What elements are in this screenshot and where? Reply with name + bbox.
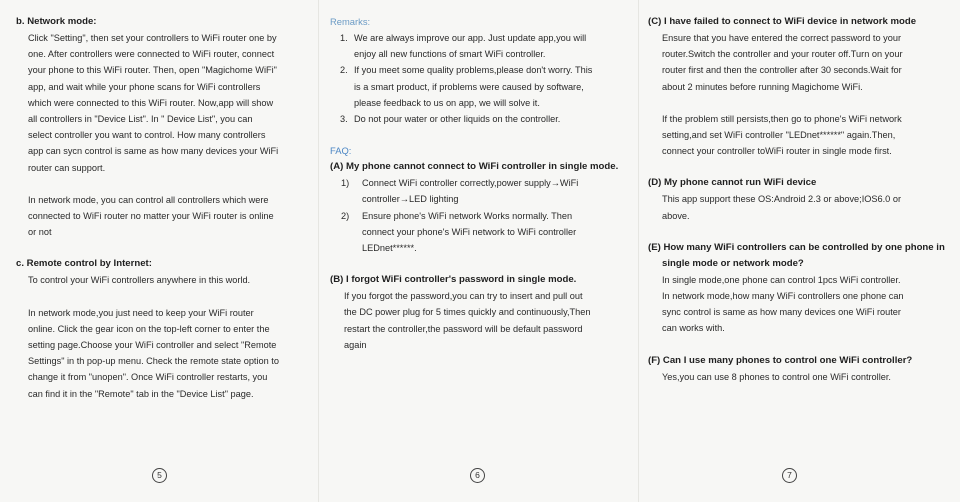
text-line: above. (662, 210, 690, 221)
text-line: Connect WiFi controller correctly,power supply→WiFi (362, 178, 579, 189)
question-b-title: (B) I forgot WiFi controller's password in single mode. (330, 274, 577, 286)
question-a-list (330, 175, 624, 256)
page-number: 7 (782, 468, 797, 483)
text-line: Settings" in th pop-up menu. Check the remote state option to (28, 356, 279, 367)
text-line: app can sycn control is same as how many devices your WiFi (28, 146, 279, 157)
text-line: sync control is same as how many devices one WiFi router (662, 307, 901, 318)
text-line: or not (28, 227, 52, 238)
text-line: controller→LED lighting (362, 194, 459, 205)
text-line: Click "Setting", then set your controllers to WiFi router one by (28, 33, 277, 43)
text-line: setting,and set WiFi controller "LEDnet******" again.Then, (662, 130, 896, 141)
question-c-title: (C) I have failed to connect to WiFi device in network mode (648, 16, 917, 27)
question-e-title (648, 240, 946, 272)
text-line: connect your phone's WiFi network to WiFi controller (362, 226, 577, 237)
question-d-answer (648, 191, 946, 223)
text-line: can find it in the "Remote" tab in the "Device List" page. (28, 388, 254, 399)
spacer (648, 337, 946, 353)
text-line: If you meet some quality problems,please don't worry. This (354, 65, 593, 76)
text-line: online. Click the gear icon on the top-left corner to enter the (28, 323, 270, 334)
item-number: 3. (340, 114, 348, 125)
spacer (648, 159, 946, 175)
text-line: To control your WiFi controllers anywhere in this world. (28, 275, 251, 286)
text-line: app, and wait while your phone scans for WiFi controllers (28, 81, 261, 92)
text-line: again (344, 339, 367, 350)
question-f-answer (648, 369, 946, 385)
text-line: select controller you want to control. How many controllers (28, 130, 266, 141)
text-line: In single mode,one phone can control 1pcs WiFi controller. (662, 274, 901, 285)
text-line: setting page.Choose your WiFi controller and select "Remote (28, 340, 277, 351)
page-6 (318, 0, 638, 502)
text-line: In network mode,how many WiFi controllers one phone can (662, 291, 904, 302)
text-line: all controllers in "Device List". In " Device List", you can (28, 114, 253, 125)
text-line: router first and then the controller after 30 seconds.Wait for (662, 65, 902, 76)
text-line: your phone to this WiFi router. Then, open "Magichome WiFi" (28, 65, 277, 76)
item-number: 1) (341, 178, 350, 189)
question-d-title: (D) My phone cannot run WiFi device (648, 177, 817, 189)
text-line: enjoy all new functions of smart WiFi controller. (354, 49, 546, 60)
question-a-title: (A) My phone cannot connect to WiFi controller in single mode. (330, 161, 619, 173)
item-number: 2. (340, 65, 348, 76)
question-c-answer-2 (648, 111, 946, 160)
text-line: We are always improve our app. Just update app,you will (354, 33, 587, 43)
text-line: can works with. (662, 323, 725, 334)
page-7 (638, 0, 960, 502)
spacer (16, 289, 304, 305)
item-number: 1. (340, 33, 348, 43)
text-line: connect your controller toWiFi router in single mode first. (662, 146, 892, 157)
item-number: 2) (341, 210, 350, 221)
section-c-title: c. Remote control by Internet: (16, 258, 152, 270)
spacer (330, 256, 624, 272)
text-line: change it from "unopen". Once WiFi controller restarts, you (28, 372, 268, 383)
text-line: about 2 minutes before running Magichome WiFi. (662, 81, 863, 92)
text-line: restart the controller,the password will be default password (344, 323, 583, 334)
page-5 (0, 0, 318, 502)
remarks-list (330, 30, 624, 127)
text-line: router can support. (28, 162, 106, 173)
section-b-paragraph-2 (16, 192, 304, 241)
text-line: If you forgot the password,you can try to insert and pull out (344, 291, 583, 302)
list-item (330, 208, 624, 257)
list-item (330, 30, 624, 62)
section-c-paragraph-2 (16, 305, 304, 402)
spacer (648, 95, 946, 111)
spacer (648, 224, 946, 240)
spacer (16, 176, 304, 192)
text-line: LEDnet******. (362, 243, 417, 254)
text-line: Do not pour water or other liquids on the controller. (354, 114, 561, 125)
text-line: This app support these OS:Android 2.3 or above;IOS6.0 or (662, 194, 902, 205)
text-line: In network mode, you can control all controllers which were (28, 194, 269, 205)
question-f-title: (F) Can I use many phones to control one WiFi controller? (648, 354, 913, 366)
text-line: is a smart product, if problems were caused by software, (354, 81, 584, 92)
text-line: Ensure that you have entered the correct password to your (662, 33, 902, 43)
section-b-title: b. Network mode: (16, 16, 97, 27)
question-c-answer-1 (648, 30, 946, 95)
text-line: the DC power plug for 5 times quickly and continuously,Then (344, 307, 591, 318)
list-item (330, 62, 624, 111)
text-line: If the problem still persists,then go to phone's WiFi network (662, 113, 902, 124)
text-line: connected to WiFi router no matter your WiFi router is online (28, 211, 274, 222)
text-line: Ensure phone's WiFi network Works normally. Then (362, 210, 573, 221)
spacer (330, 127, 624, 143)
page-number: 6 (470, 468, 485, 483)
question-e-answer (648, 272, 946, 337)
text-line: one. After controllers were connected to WiFi router, connect (28, 49, 275, 60)
text-line: Yes,you can use 8 phones to control one WiFi controller. (662, 371, 891, 382)
question-b-answer (330, 288, 624, 353)
list-item (330, 111, 624, 127)
text-line: router.Switch the controller and your router off.Turn on your (662, 49, 903, 60)
text-line: which were connected to this WiFi router. Now,app will show (28, 97, 274, 108)
remarks-title: Remarks: (330, 16, 371, 27)
text-line: please feedback to us on app, we will solve it. (354, 97, 540, 108)
faq-title: FAQ: (330, 145, 352, 157)
page-number: 5 (152, 468, 167, 483)
section-c-paragraph-1 (16, 272, 304, 288)
text-line: In network mode,you just need to keep your WiFi router (28, 307, 254, 318)
section-b-paragraph-1 (16, 30, 304, 176)
text-line: (E) How many WiFi controllers can be controlled by one phone in (648, 241, 945, 253)
text-line: single mode or network mode? (662, 257, 804, 269)
spacer (16, 240, 304, 256)
list-item (330, 175, 624, 207)
